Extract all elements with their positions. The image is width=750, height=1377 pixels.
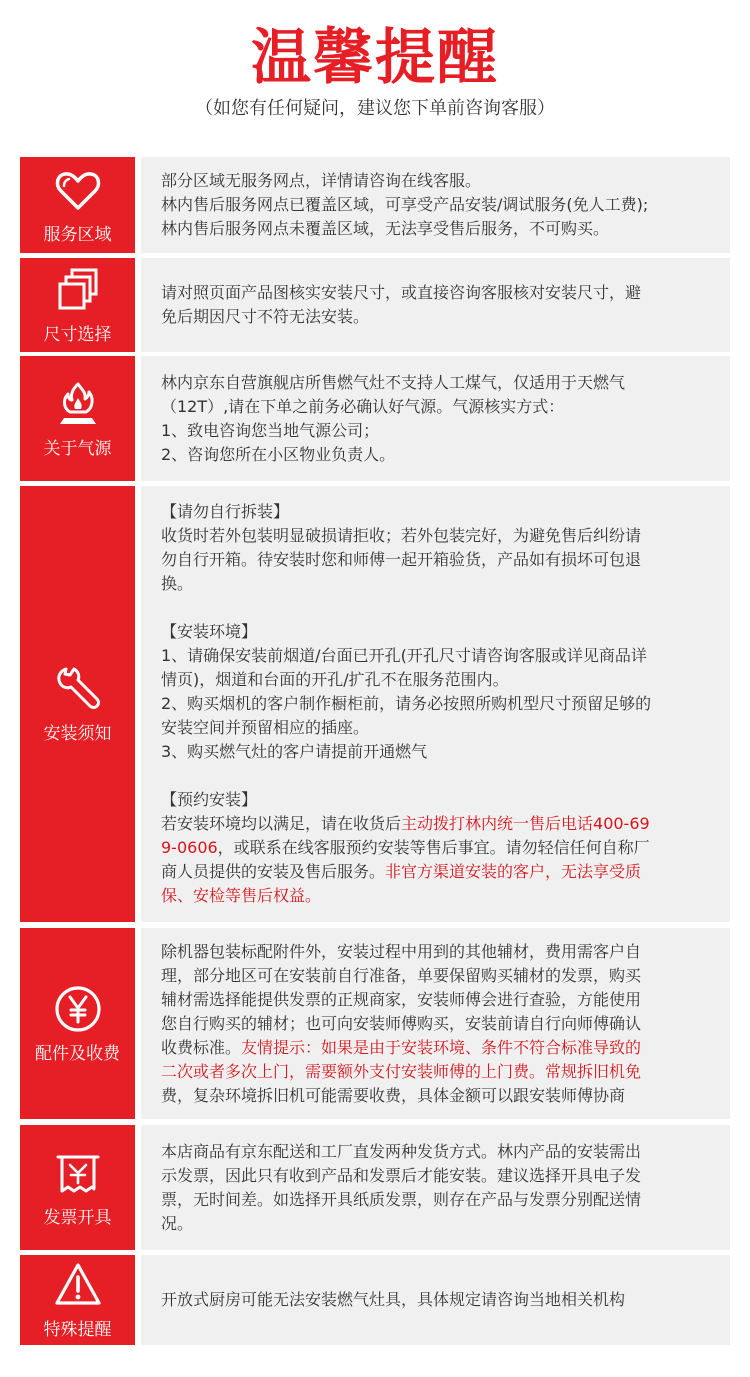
heart-icon [52,164,104,216]
section-label: 特殊提醒 [43,1320,112,1340]
text-line [161,1036,710,1060]
section-content [141,1255,730,1345]
section-label: 尺寸选择 [43,325,112,345]
block-heading: 【安装环境】 [161,622,258,641]
text-line [161,860,710,884]
block-heading: 【预约安装】 [161,790,258,809]
text-line: 情页)，烟道和台面的开孔/扩孔不在服务范围内。 [161,670,509,689]
stacked-squares-icon [52,264,104,316]
text-line: 林内京东自营旗舰店所售燃气灶不支持人工煤气，仅适用于天燃气 [161,372,626,392]
section-tag [20,1125,135,1250]
text-line: 辅材需选择能提供发票的正规商家，安装师傅会进行查验，方能使用 [161,989,642,1009]
text-line [161,836,710,860]
section-content [141,157,730,253]
section-gas-source [20,356,730,481]
section-label: 服务区域 [43,225,112,245]
section-content [141,258,730,352]
text-line: 收货时若外包装明显破损请拒收；若外包装完好，为避免售后纠纷请 [161,526,642,545]
text-line: 1、请确保安装前烟道/台面已开孔(开孔尺寸请咨询客服或详见商品详 [161,646,647,665]
highlight-text: 主动拨打林内统一售后电话400-69 [401,814,650,833]
yen-coin-icon [52,983,104,1035]
plain-text: ，或联系在线客服预约安装等售后事宜。请勿轻信任何自称厂 [217,838,650,857]
highlight-text: 9-0606 [161,838,218,857]
section-accessories-fees [20,928,730,1119]
text-line: 1、致电咨询您当地气源公司； [161,420,380,440]
plain-text: 商人员提供的安装及售后服务。 [161,862,386,881]
text-line [161,812,710,836]
text-line: 理，部分地区可在安装前自行准备，单要保留购买辅材的发票，购买 [161,965,642,985]
section-invoice [20,1125,730,1250]
section-special-reminder [20,1255,730,1345]
text-line: 部分区域无服务网点，详情请咨询在线客服。 [161,171,482,190]
text-line: 示发票，因此只有收到产品和发票后才能安装。建议选择开具电子发 [161,1165,642,1185]
text-line: 开放式厨房可能无法安装燃气灶具，具体规定请咨询当地相关机构 [161,1290,626,1309]
text-line: 3、购买燃气灶的客户请提前开通燃气 [161,742,428,761]
text-line: 况。 [161,1213,194,1233]
section-size-selection [20,258,730,352]
section-service-area [20,157,730,253]
text-line: 除机器包装标配附件外，安装过程中用到的其他辅材，费用需客户自 [161,941,642,961]
text-line: 费，复杂环境拆旧机可能需要收费，具体金额可以跟安装师傅协商 [161,1085,626,1105]
section-tag [20,356,135,481]
section-content [141,486,730,922]
text-line: 2、购买烟机的客户制作橱柜前，请务必按照所购机型尺寸预留足够的 [161,694,652,713]
page-subtitle: （如您有任何疑问，建议您下单前咨询客服） [195,98,555,119]
text-line: 安装空间并预留相应的插座。 [161,718,370,737]
text-line: 换。 [161,574,194,593]
block-heading: 【请勿自行拆装】 [161,502,290,521]
text-line: 勿自行开箱。待安装时您和师傅一起开箱验货，产品如有损坏可包退 [161,550,642,569]
highlight-text: 友情提示：如果是由于安装环境、条件不符合标准导致的 [241,1037,642,1057]
text-line: （12T）,请在下单之前务必确认好气源。气源核实方式： [161,396,565,416]
text-line: 免后期因尺寸不符无法安装。 [161,307,370,326]
plain-text: 收费标准。 [161,1037,242,1057]
section-content [141,1125,730,1250]
text-line: 请对照页面产品图核实安装尺寸，或直接咨询客服核对安装尺寸，避 [161,283,642,302]
section-label: 安装须知 [43,724,112,744]
page-title: 温馨提醒 [251,23,499,93]
section-tag [20,258,135,352]
text-line: 林内售后服务网点未覆盖区域，无法享受售后服务，不可购买。 [161,219,610,238]
highlight-text: 常规拆旧机免 [545,1061,642,1081]
section-content [141,928,730,1119]
receipt-icon [52,1147,104,1199]
highlight-text: 非官方渠道安装的客户，无法享受质 [385,862,642,881]
section-tag [20,486,135,922]
text-line: 您自行购买的辅材；也可向安装师傅购买，安装前请自行向师傅确认 [161,1013,642,1033]
highlight-text: 保、安检等售后权益。 [161,886,322,905]
section-label: 配件及收费 [35,1043,120,1064]
text-line: 票，无时间差。如选择开具纸质发票，则存在产品与发票分别配送情 [161,1189,642,1209]
section-label: 发票开具 [43,1207,112,1228]
text-line: 2、咨询您所在小区物业负责人。 [161,444,396,464]
highlight-text: 二次或者多次上门，需要额外支付安装师傅的上门费。 [161,1061,546,1081]
warning-icon [52,1259,104,1311]
text-line [161,884,710,908]
section-tag [20,1255,135,1345]
section-tag [20,928,135,1119]
plain-text: 若安装环境均以满足，请在收货后 [161,814,402,833]
section-label: 关于气源 [43,438,112,459]
section-installation-notice [20,486,730,922]
text-line: 林内售后服务网点已覆盖区域，可享受产品安装/调试服务(免人工费); [161,195,649,214]
wrench-icon [52,663,104,715]
section-content [141,356,730,481]
section-tag [20,157,135,253]
text-line [161,1060,710,1084]
flame-icon [52,378,104,430]
text-line: 本店商品有京东配送和工厂直发两种发货方式。林内产品的安装需出 [161,1141,642,1161]
